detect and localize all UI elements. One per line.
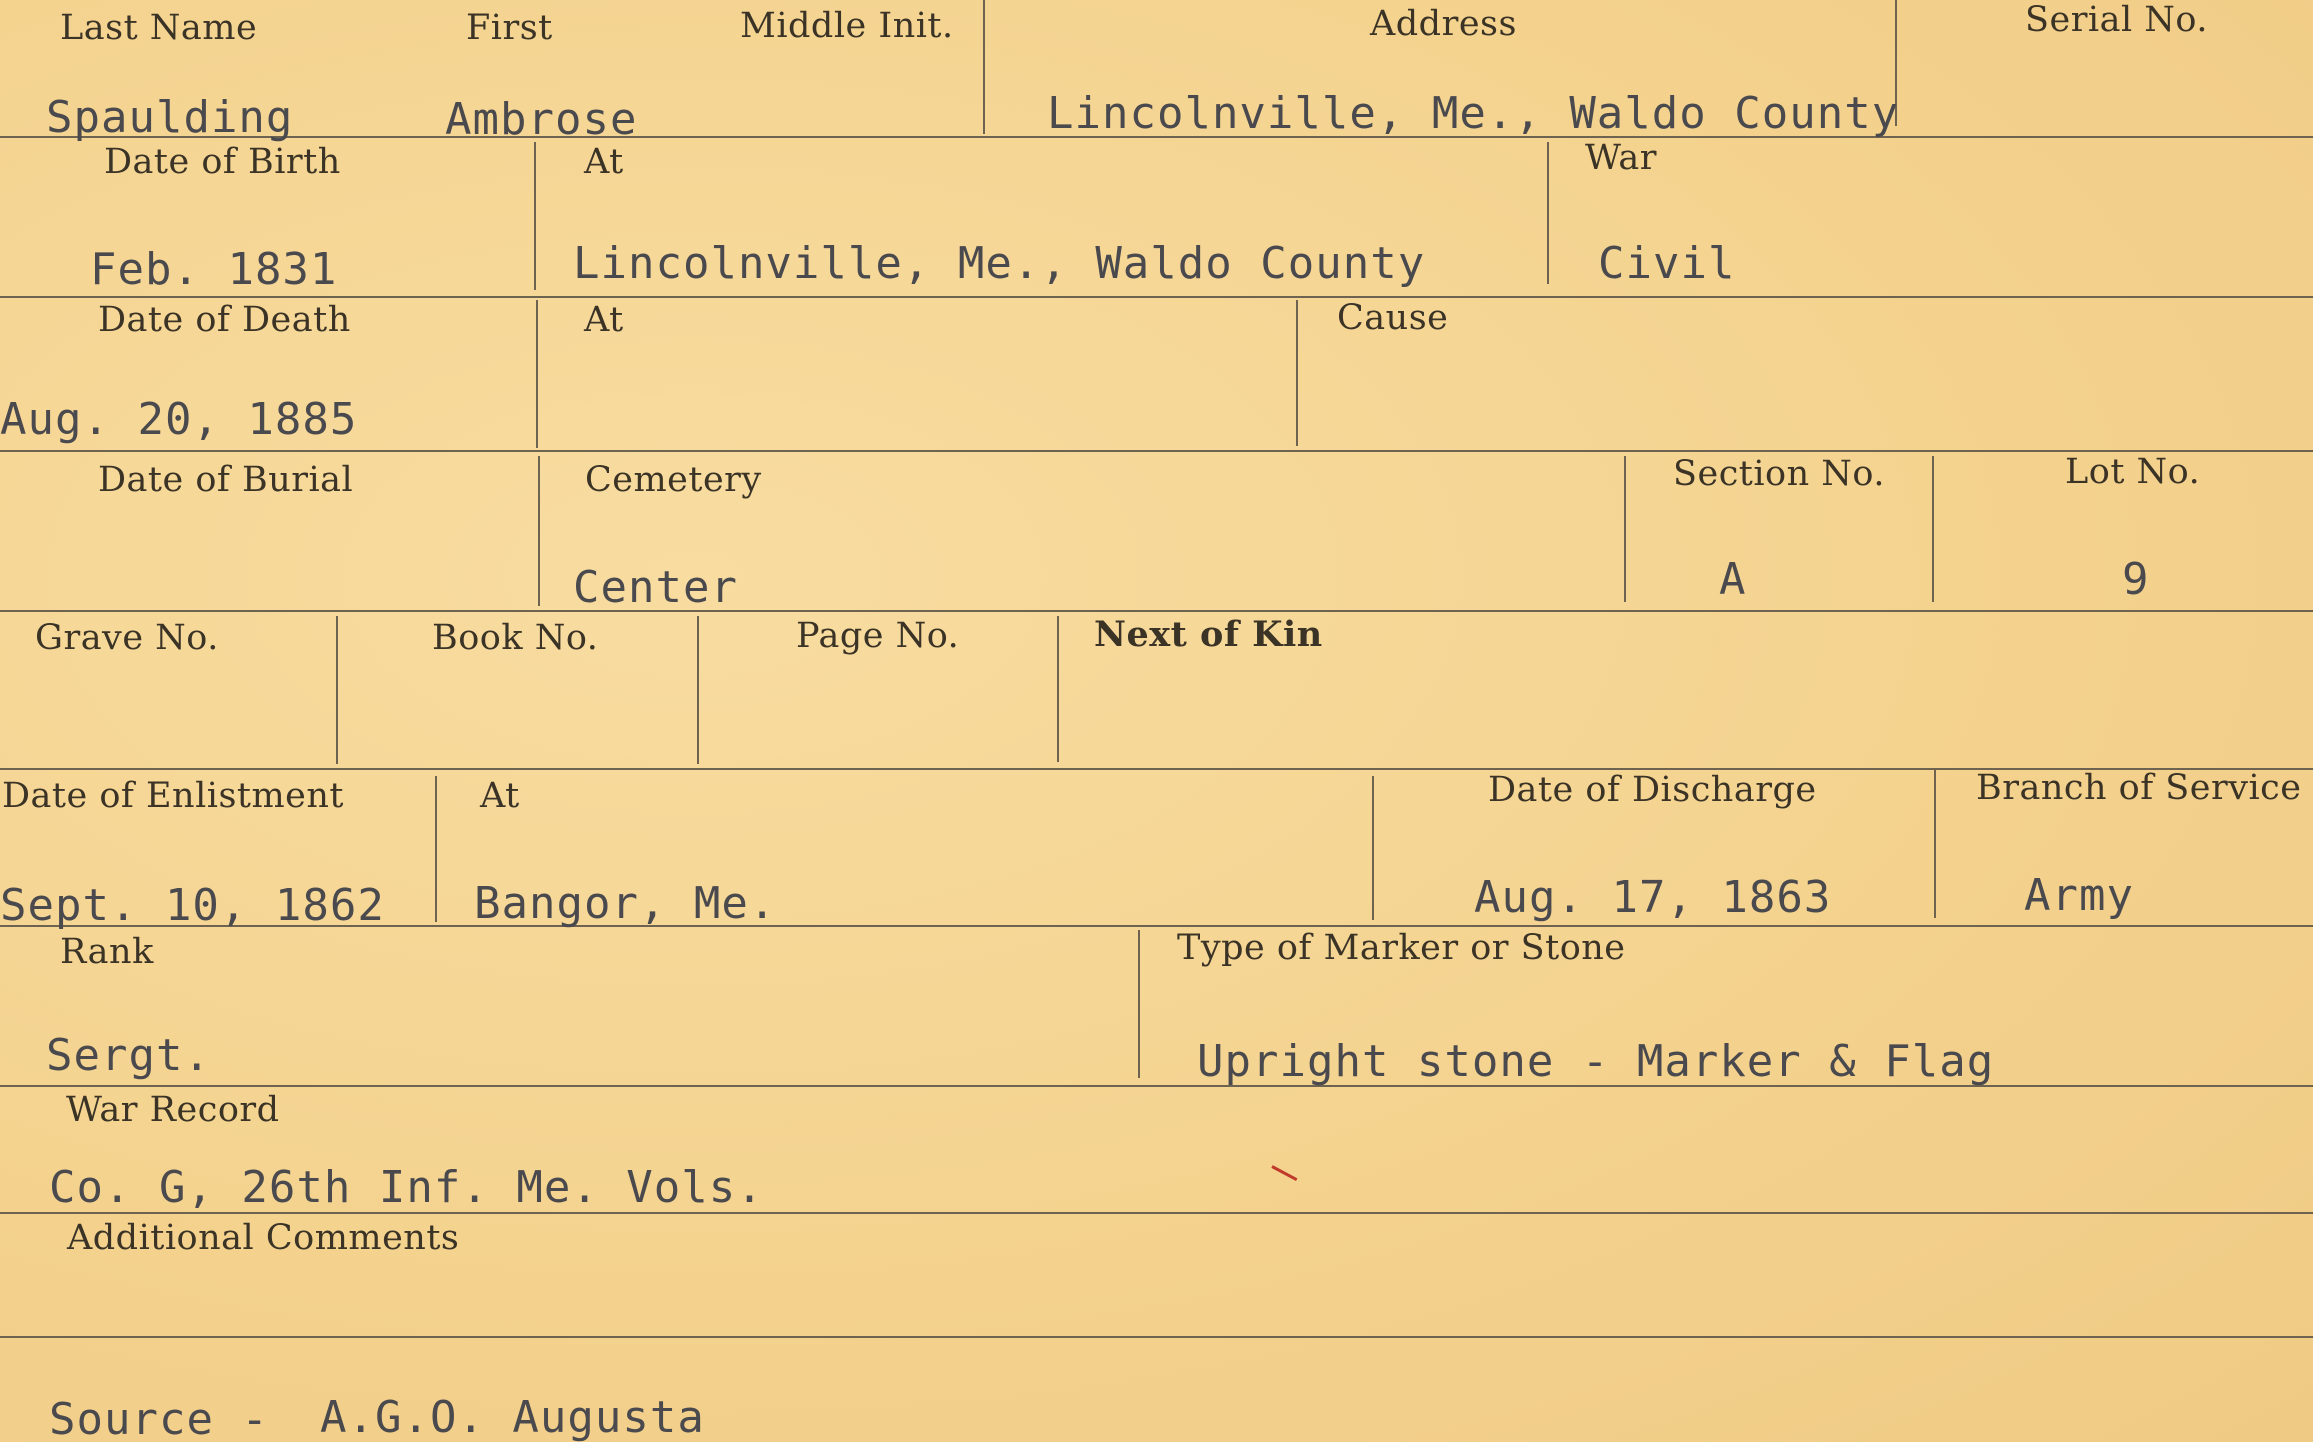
column-divider [336, 616, 338, 764]
death-place-label: At [584, 300, 624, 340]
grave-number-label: Grave No. [35, 618, 219, 658]
rank-value: Sergt. [46, 1030, 211, 1081]
cemetery-label: Cemetery [585, 460, 762, 500]
marker-type-label: Type of Marker or Stone [1177, 928, 1626, 968]
address-value: Lincolnville, Me., Waldo County [1047, 88, 1900, 139]
date-of-enlistment-value: Sept. 10, 1862 [0, 880, 385, 931]
column-divider [1932, 456, 1934, 602]
date-of-birth-label: Date of Birth [104, 142, 341, 182]
rank-label: Rank [60, 932, 154, 972]
additional-comments-label: Additional Comments [67, 1218, 460, 1258]
lot-number-label: Lot No. [2065, 452, 2201, 492]
enlistment-place-label: At [480, 776, 520, 816]
row-divider [0, 768, 2313, 770]
date-of-burial-label: Date of Burial [98, 460, 354, 500]
next-of-kin-label: Next of Kin [1094, 614, 1323, 655]
war-record-value: Co. G, 26th Inf. Me. Vols. [49, 1162, 764, 1213]
row-divider [0, 450, 2313, 452]
last-name-value: Spaulding [46, 92, 294, 143]
column-divider [1138, 930, 1140, 1078]
page-number-label: Page No. [796, 616, 960, 656]
address-label: Address [1370, 4, 1517, 44]
row-divider [0, 1336, 2313, 1338]
row-divider [0, 296, 2313, 298]
column-divider [1372, 776, 1374, 920]
war-label: War [1585, 138, 1658, 178]
branch-of-service-label: Branch of Service [1976, 768, 2302, 808]
source-label: Source - [49, 1394, 269, 1442]
birth-place-label: At [584, 142, 624, 182]
lot-number-value: 9 [2122, 554, 2150, 605]
column-divider [1624, 456, 1626, 602]
column-divider [538, 456, 540, 606]
war-record-label: War Record [66, 1090, 280, 1130]
section-number-value: A [1719, 554, 1747, 605]
column-divider [1057, 616, 1059, 762]
column-divider [697, 616, 699, 764]
source-value: A.G.O. Augusta [320, 1392, 705, 1442]
date-of-discharge-label: Date of Discharge [1488, 770, 1817, 810]
red-pencil-mark [1271, 1165, 1297, 1181]
date-of-birth-value: Feb. 1831 [90, 244, 338, 295]
cause-label: Cause [1337, 298, 1449, 338]
serial-number-label: Serial No. [2025, 0, 2209, 40]
column-divider [435, 776, 437, 922]
column-divider [1296, 300, 1298, 446]
first-name-label: First [466, 8, 553, 48]
date-of-enlistment-label: Date of Enlistment [2, 776, 344, 816]
column-divider [536, 300, 538, 448]
birth-place-value: Lincolnville, Me., Waldo County [573, 238, 1426, 289]
middle-initial-label: Middle Init. [740, 6, 954, 46]
book-number-label: Book No. [432, 618, 599, 658]
column-divider [1547, 142, 1549, 284]
date-of-discharge-value: Aug. 17, 1863 [1474, 872, 1832, 923]
branch-of-service-value: Army [2024, 870, 2134, 921]
enlistment-place-value: Bangor, Me. [474, 878, 777, 929]
war-value: Civil [1598, 238, 1736, 289]
last-name-label: Last Name [60, 8, 258, 48]
date-of-death-label: Date of Death [98, 300, 351, 340]
date-of-death-value: Aug. 20, 1885 [0, 394, 358, 445]
column-divider [1934, 770, 1936, 918]
section-number-label: Section No. [1673, 454, 1885, 494]
column-divider [534, 142, 536, 290]
row-divider [0, 610, 2313, 612]
marker-type-value: Upright stone - Marker & Flag [1197, 1036, 1995, 1087]
first-name-value: Ambrose [445, 94, 638, 145]
column-divider [983, 0, 985, 134]
cemetery-value: Center [573, 562, 738, 613]
